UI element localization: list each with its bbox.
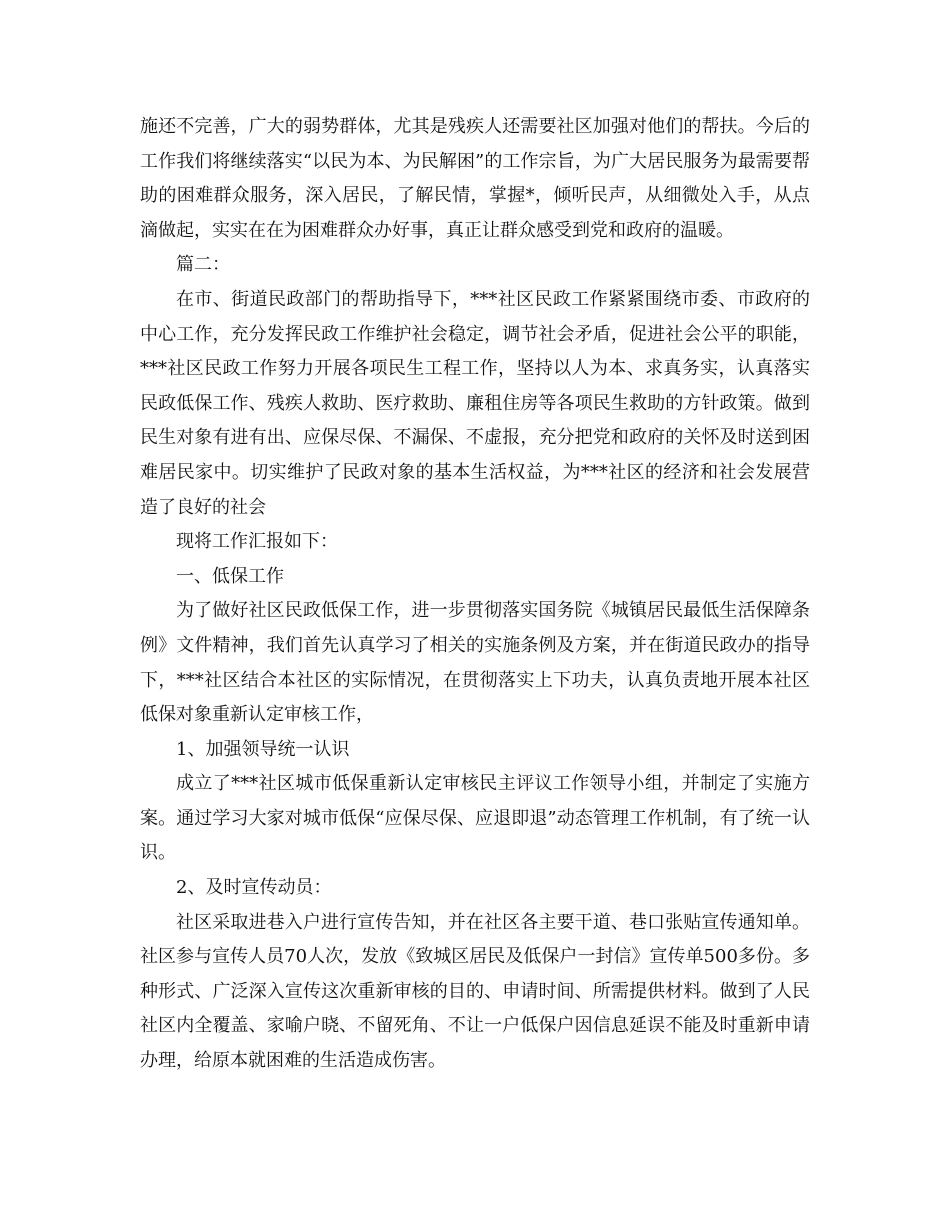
paragraph-continuation: 施还不完善，广大的弱势群体，尤其是残疾人还需要社区加强对他们的帮扶。今后的工作我们将继续落实“以民为本、为民解困”的工作宗旨，为广大居民服务为最需要帮助的困难群众服务，深入居民，了解民情，掌握*，倾听民声，从细微处入手，从点滴做起，实实在在为困难群众办好事，真正让群众感受到党和政府的温暖。 (140, 116, 810, 241)
paragraph-report-lead: 现将工作汇报如下： (176, 531, 338, 553)
heading-low-income-work: 一、低保工作 (176, 565, 284, 587)
paragraph-leadership: 成立了***社区城市低保重新认定审核民主评议工作领导小组，并制定了实施方案。通过学习大家对城市低保“应保尽保、应退即退”动态管理工作机制，有了统一认识。 (140, 773, 810, 864)
paragraph-publicity: 社区采取进巷入户进行宣传告知，并在社区各主要干道、巷口张贴宣传通知单。社区参与宣传人员70人次，发放《致城区居民及低保户一封信》宣传单500多份。多种形式、广泛深入宣传这次重新审核的目的、申请时间、所需提供材料。做到了人民社区内全覆盖、家喻户晓、不留死角、不让一户低保户因信息延误不能及时重新申请办理，给原本就困难的生活造成伤害。 (140, 911, 810, 1072)
heading-publicity: 2、及时宣传动员： (176, 877, 332, 899)
paragraph-intro: 在市、街道民政部门的帮助指导下，***社区民政工作紧紧围绕市委、市政府的中心工作，充分发挥民政工作维护社会稳定，调节社会矛盾，促进社会公平的职能，***社区民政工作努力开展各项民生工程工作，坚持以人为本、求真务实，认真落实民政低保工作、残疾人救助、医疗救助、廉租住房等各项民生救助的方针政策。做到民生对象有进有出、应保尽保、不漏保、不虚报，充分把党和政府的关怀及时送到困难居民家中。切实维护了民政对象的基本生活权益，为***社区的经济和社会发展营造了良好的社会 (140, 288, 810, 518)
heading-leadership: 1、加强领导统一认识 (176, 738, 350, 760)
section-title-part-two: 篇二： (176, 254, 230, 276)
paragraph-low-income-work: 为了做好社区民政低保工作，进一步贯彻落实国务院《城镇居民最低生活保障条例》文件精神，我们首先认真学习了相关的实施条例及方案，并在街道民政办的指导下，***社区结合本社区的实际情况，在贯彻落实上下功夫，认真负责地开展本社区低保对象重新认定审核工作， (140, 600, 810, 726)
document-body (140, 110, 810, 1079)
